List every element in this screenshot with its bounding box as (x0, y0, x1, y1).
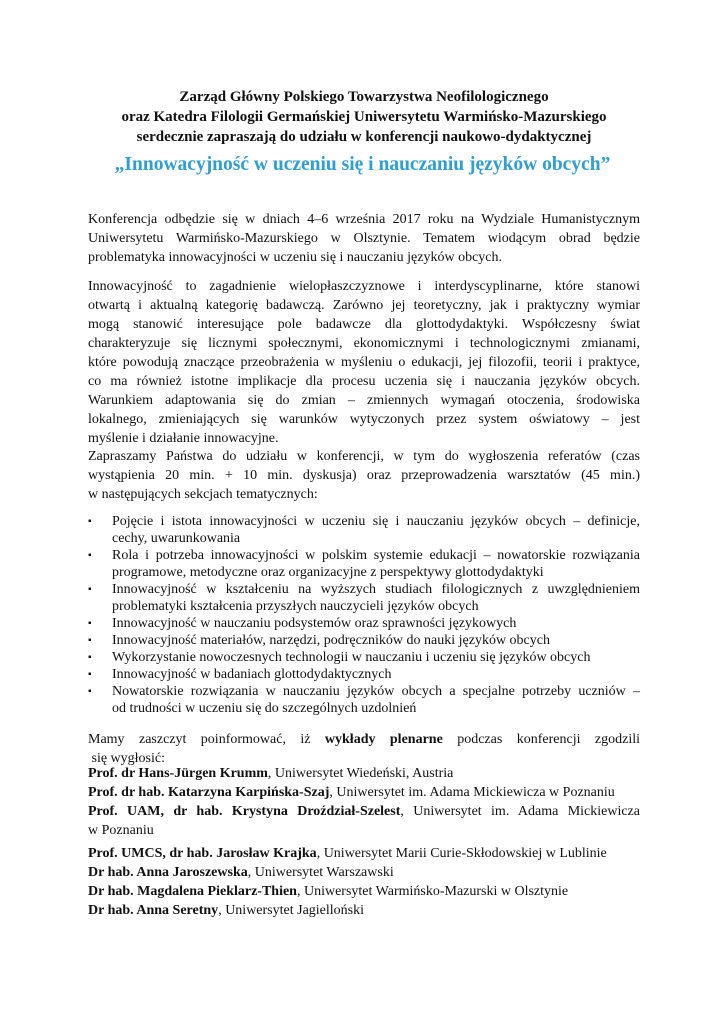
section-line: programowe, metodyczne oraz organizacyjne z perspektywy glottodydaktyki (112, 565, 544, 580)
invitation-line: wystąpienia 20 min. + 10 min. dyskusja) oraz przeprowadzenia warsztatów (45 min.) (88, 468, 640, 483)
square-bullet-icon: ▪ (88, 652, 92, 663)
speaker-affiliation: w Poznaniu (88, 823, 154, 838)
square-bullet-icon: ▪ (88, 550, 92, 561)
square-bullet-icon: ▪ (88, 516, 92, 527)
conference-title: „Innowacyjność w uczeniu się i nauczaniu języków obcych” (114, 154, 611, 175)
section-line: od trudności w uczeniu się do szczególnych uzdolnień (112, 701, 417, 716)
speaker-entry (88, 863, 640, 882)
description-line: które powodują znaczące przeobrażenia w myśleniu o edukacji, jej filozofii, teorii i praktyce, (88, 355, 640, 370)
header-line-1: Zarząd Główny Polskiego Towarzystwa Neofilologicznego (179, 89, 549, 105)
plenary-text: podczas konferencji zgodzili (457, 732, 640, 747)
section-line: Innowacyjność w kształceniu na wyższych studiach filologicznych z uwzględnieniem (112, 582, 640, 597)
speaker-name: Prof. dr hab. Katarzyna Karpińska-Szaj (88, 785, 330, 800)
invitation-paragraph (88, 447, 640, 504)
thematic-sections-list (88, 513, 640, 717)
plenary-emphasis: wykłady plenarne (324, 732, 443, 747)
section-line: Innowacyjność w nauczaniu podsystemów oraz sprawności językowych (112, 616, 517, 631)
section-line: Nowatorskie rozwiązania w nauczaniu języków obcych a specjalne potrzeby uczniów – (112, 684, 640, 699)
section-line: Pojęcie i istota innowacyjności w uczeniu się i nauczaniu języków obcych – definicje, (112, 514, 640, 529)
intro-line: problematyka innowacyjności w uczeniu się i nauczaniu języków obcych. (88, 250, 503, 265)
speaker-entry (88, 802, 640, 821)
speaker-entry (88, 844, 640, 863)
square-bullet-icon: ▪ (88, 635, 92, 646)
list-item (88, 666, 640, 683)
speakers-list (88, 764, 640, 920)
description-line: Warunkiem adaptowania się do zmian – zmiennych wymagań otoczenia, środowiska (88, 393, 640, 408)
speaker-name: Prof. dr Hans-Jürgen Krumm (88, 766, 268, 781)
speaker-affiliation: , Uniwersytet Marii Curie-Skłodowskiej w Lublinie (316, 846, 607, 861)
speaker-name: Dr hab. Anna Seretny (88, 903, 219, 918)
speaker-affiliation: , Uniwersytet Wiedeński, Austria (267, 766, 454, 781)
plenary-line: się wygłosić: (88, 751, 165, 766)
description-line: charakteryzuje się licznymi społecznymi, ekonomicznymi i technologicznymi zmianami, (88, 336, 640, 351)
description-line: myślenie i działanie innowacyjne. (88, 431, 279, 446)
list-item (88, 615, 640, 632)
header-line-3: serdecznie zapraszają do udziału w konferencji naukowo-dydaktycznej (136, 129, 592, 145)
speaker-entry (88, 901, 640, 920)
section-line: Innowacyjność w badaniach glottodydaktycznych (112, 667, 392, 682)
speaker-name: Dr hab. Anna Jaroszewska (88, 865, 248, 880)
list-item (88, 683, 640, 717)
description-line: co ma również istotne implikacje dla procesu uczenia się i nauczania języków obcych. (88, 374, 640, 389)
speaker-name: Prof. UMCS, dr hab. Jarosław Krajka (88, 846, 317, 861)
square-bullet-icon: ▪ (88, 584, 92, 595)
speaker-affiliation: , Uniwersytet im. Adama Mickiewicza (400, 804, 640, 819)
section-line: problematyki kształcenia przyszłych nauczycieli języków obcych (112, 599, 479, 614)
square-bullet-icon: ▪ (88, 686, 92, 697)
plenary-text: Mamy zaszczyt poinformować, iż (88, 732, 311, 747)
speaker-entry (88, 764, 640, 783)
speaker-entry (88, 783, 640, 802)
list-item (88, 547, 640, 581)
section-line: Wykorzystanie nowoczesnych technologii w nauczaniu i uczeniu się języków obcych (112, 650, 591, 665)
square-bullet-icon: ▪ (88, 669, 92, 680)
description-line: lokalnego, zmieniających się warunków wytyczonych przez system oświatowy – jest (88, 412, 640, 427)
speaker-affiliation: , Uniwersytet Jagielloński (218, 903, 364, 918)
intro-line: Konferencja odbędzie się w dniach 4–6 września 2017 roku na Wydziale Humanistycznym (88, 212, 640, 227)
section-line: Rola i potrzeba innowacyjności w polskim systemie edukacji – nowatorskie rozwiązania (112, 548, 640, 563)
description-line: otwartą i aktualną kategorię badawczą. Zarówno jej teoretyczny, jak i praktyczny wymiar (88, 298, 640, 313)
plenary-paragraph (88, 730, 640, 768)
invitation-line: Zapraszamy Państwa do udziału w konferencji, w tym do wygłoszenia referatów (czas (88, 449, 640, 464)
header-line-2: oraz Katedra Filologii Germańskiej Uniwersytetu Warmińsko-Mazurskiego (121, 109, 607, 125)
speaker-affiliation: , Uniwersytet im. Adama Mickiewicza w Poznaniu (329, 785, 615, 800)
description-line: mogą stanowić interesujące pole badawcze dla glottodydaktyki. Współczesny świat (88, 317, 640, 332)
speaker-entry-continuation (88, 821, 640, 840)
plenary-line (88, 730, 640, 749)
list-item (88, 632, 640, 649)
list-item (88, 649, 640, 666)
description-paragraph (88, 277, 640, 448)
list-item (88, 581, 640, 615)
section-line: cechy, uwarunkowania (112, 531, 241, 546)
intro-paragraph (88, 210, 640, 267)
square-bullet-icon: ▪ (88, 618, 92, 629)
speaker-affiliation: , Uniwersytet Warszawski (247, 865, 394, 880)
intro-line: Uniwersytetu Warmińsko-Mazurskiego w Olsztynie. Tematem wiodącym obrad będzie (88, 231, 640, 246)
section-line: Innowacyjność materiałów, narzędzi, podręczników do nauki języków obcych (112, 633, 550, 648)
speaker-name: Prof. UAM, dr hab. Krystyna Droździał-Szelest (88, 804, 401, 819)
speaker-affiliation: , Uniwersytet Warmińsko-Mazurski w Olsztynie (296, 884, 569, 899)
speaker-entry (88, 882, 640, 901)
invitation-line: w następujących sekcjach tematycznych: (88, 487, 318, 502)
description-line: Innowacyjność to zagadnienie wielopłaszczyznowe i interdyscyplinarne, które stanowi (88, 279, 640, 294)
speaker-name: Dr hab. Magdalena Pieklarz-Thien (88, 884, 297, 899)
list-item (88, 513, 640, 547)
organizers-header (88, 87, 640, 147)
